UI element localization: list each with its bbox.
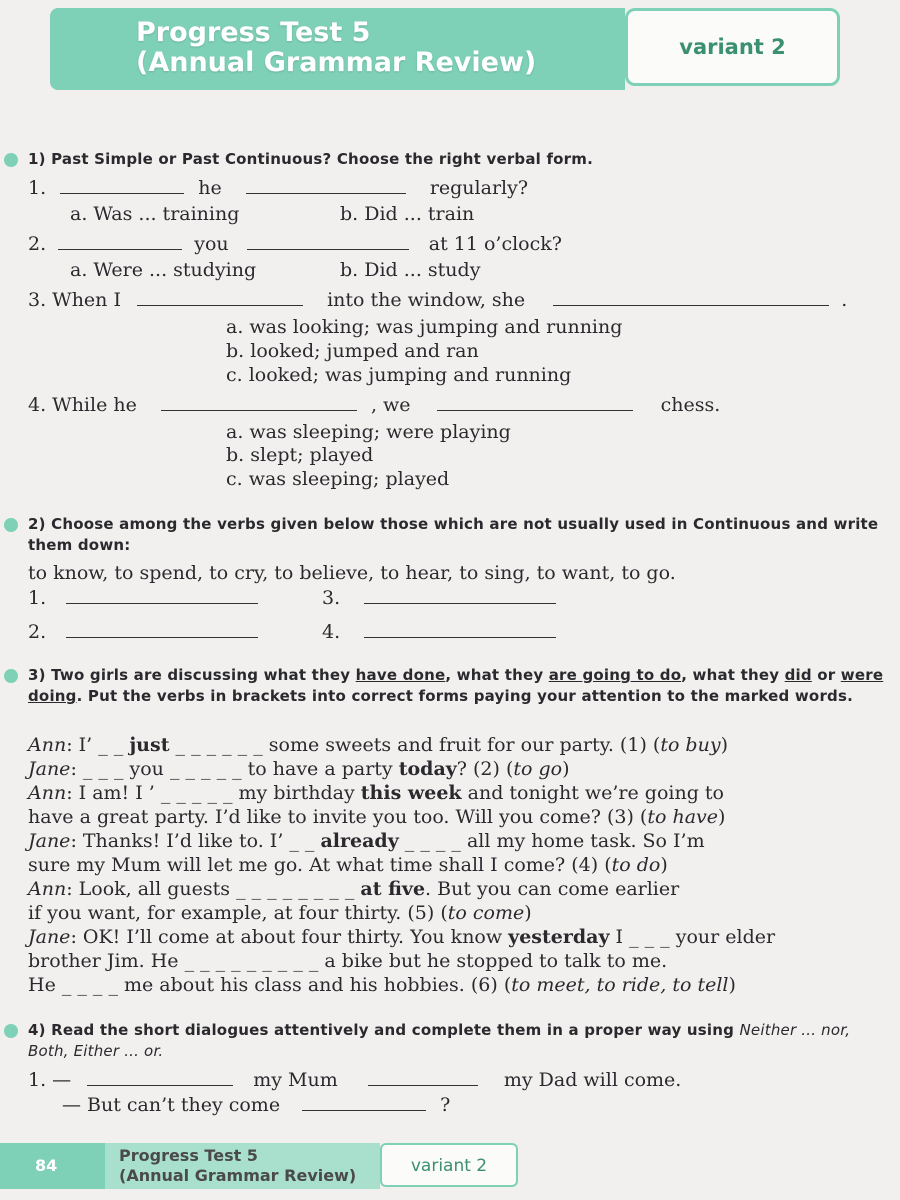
dialogue-line: Ann: Look, all guests _ _ _ _ _ _ _ _ at five. But you can come earlier (28, 878, 680, 900)
task4-heading: 4) Read the short dialogues attentively and complete them in a proper way using Neither ... nor, Both, Either ... or. (28, 1020, 890, 1062)
answer-blank[interactable] (246, 177, 406, 194)
q2-option-a[interactable]: a. Were ... studying (70, 259, 257, 281)
q3-line: 3. When I into the window, she . (28, 289, 848, 311)
variant-label: variant 2 (625, 8, 840, 86)
answer-blank[interactable] (137, 289, 303, 306)
bullet-icon (4, 1024, 18, 1038)
q4-line: 4. While he , we chess. (28, 394, 721, 416)
answer-blank[interactable] (247, 233, 409, 250)
task1-heading: 1) Past Simple or Past Continuous? Choose the right verbal form. (28, 149, 890, 170)
task2-answer-3: 3. (322, 586, 556, 610)
bullet-icon (4, 518, 18, 532)
dialogue-line: Jane: Thanks! I’d like to. I’ _ _ already _ _ _ _ all my home task. So I’m (28, 830, 705, 852)
answer-blank[interactable] (553, 289, 829, 306)
dialogue-line: brother Jim. He _ _ _ _ _ _ _ _ _ a bike but he stopped to talk to me. (28, 950, 668, 972)
dialogue-line: have a great party. I’d like to invite you too. Will you come? (3) (to have) (28, 806, 726, 828)
task2-heading: 2) Choose among the verbs given below those which are not usually used in Continuous and write them down: (28, 514, 890, 556)
bullet-icon (4, 669, 18, 683)
q4-option-b[interactable]: b. slept; played (226, 444, 374, 466)
dialogue-line: Jane: OK! I’ll come at about four thirty. You know yesterday I _ _ _ your elder (28, 926, 776, 948)
dialogue-line: if you want, for example, at four thirty. (5) (to come) (28, 902, 532, 924)
dialogue-line: He _ _ _ _ me about his class and his hobbies. (6) (to meet, to ride, to tell) (28, 974, 736, 996)
q3-option-a[interactable]: a. was looking; was jumping and running (226, 316, 623, 338)
q3-option-c[interactable]: c. looked; was jumping and running (226, 364, 572, 386)
task4-dialogue-line: — But can’t they come ? (62, 1094, 451, 1116)
q3-option-b[interactable]: b. looked; jumped and ran (226, 340, 479, 362)
q2-option-b[interactable]: b. Did ... study (340, 259, 481, 281)
answer-blank[interactable] (368, 1069, 478, 1086)
answer-blank[interactable] (60, 177, 184, 194)
dialogue-line: sure my Mum will let me go. At what time shall I come? (4) (to do) (28, 854, 668, 876)
bullet-icon (4, 153, 18, 167)
answer-blank[interactable] (66, 587, 258, 604)
task2-verb-list: to know, to spend, to cry, to believe, to hear, to sing, to want, to go. (28, 562, 676, 584)
answer-blank[interactable] (364, 587, 556, 604)
q2-line: 2. you at 11 o’clock? (28, 233, 562, 255)
answer-blank[interactable] (437, 394, 633, 411)
dialogue-line: Ann: I am! I ’ _ _ _ _ _ my birthday this week and tonight we’re going to (28, 782, 724, 804)
header (50, 8, 840, 90)
dialogue-line: Ann: I’ _ _ just _ _ _ _ _ _ some sweets and fruit for our party. (1) (to buy) (28, 734, 728, 756)
task2-answer-1: 1. (28, 586, 258, 610)
answer-blank[interactable] (58, 233, 182, 250)
q1-line: 1. he regularly? (28, 177, 529, 199)
footer-title: Progress Test 5 (Annual Grammar Review) (105, 1143, 380, 1189)
answer-blank[interactable] (66, 621, 258, 638)
task4-dialogue-line: 1. — my Mum my Dad will come. (28, 1069, 682, 1091)
answer-blank[interactable] (87, 1069, 233, 1086)
q1-option-b[interactable]: b. Did ... train (340, 203, 475, 225)
q4-option-a[interactable]: a. was sleeping; were playing (226, 421, 511, 443)
dialogue-line: Jane: _ _ _ you _ _ _ _ _ to have a party today? (2) (to go) (28, 758, 570, 780)
footer-variant-label: variant 2 (380, 1143, 518, 1187)
answer-blank[interactable] (161, 394, 357, 411)
page-title (50, 8, 625, 90)
q1-option-a[interactable]: a. Was ... training (70, 203, 240, 225)
answer-blank[interactable] (302, 1094, 426, 1111)
title-line-2: (Annual Grammar Review) (136, 47, 537, 78)
task2-answer-2: 2. (28, 620, 258, 644)
page-number: 84 (0, 1143, 105, 1189)
title-line-1: Progress Test 5 (136, 17, 371, 48)
task3-heading: 3) Two girls are discussing what they have done, what they are going to do, what they did or were doing. Put the verbs in brackets into correct forms paying your attention to the marked words. (28, 665, 890, 707)
footer (0, 1143, 520, 1189)
task2-answer-4: 4. (322, 620, 556, 644)
answer-blank[interactable] (364, 621, 556, 638)
q4-option-c[interactable]: c. was sleeping; played (226, 468, 450, 490)
